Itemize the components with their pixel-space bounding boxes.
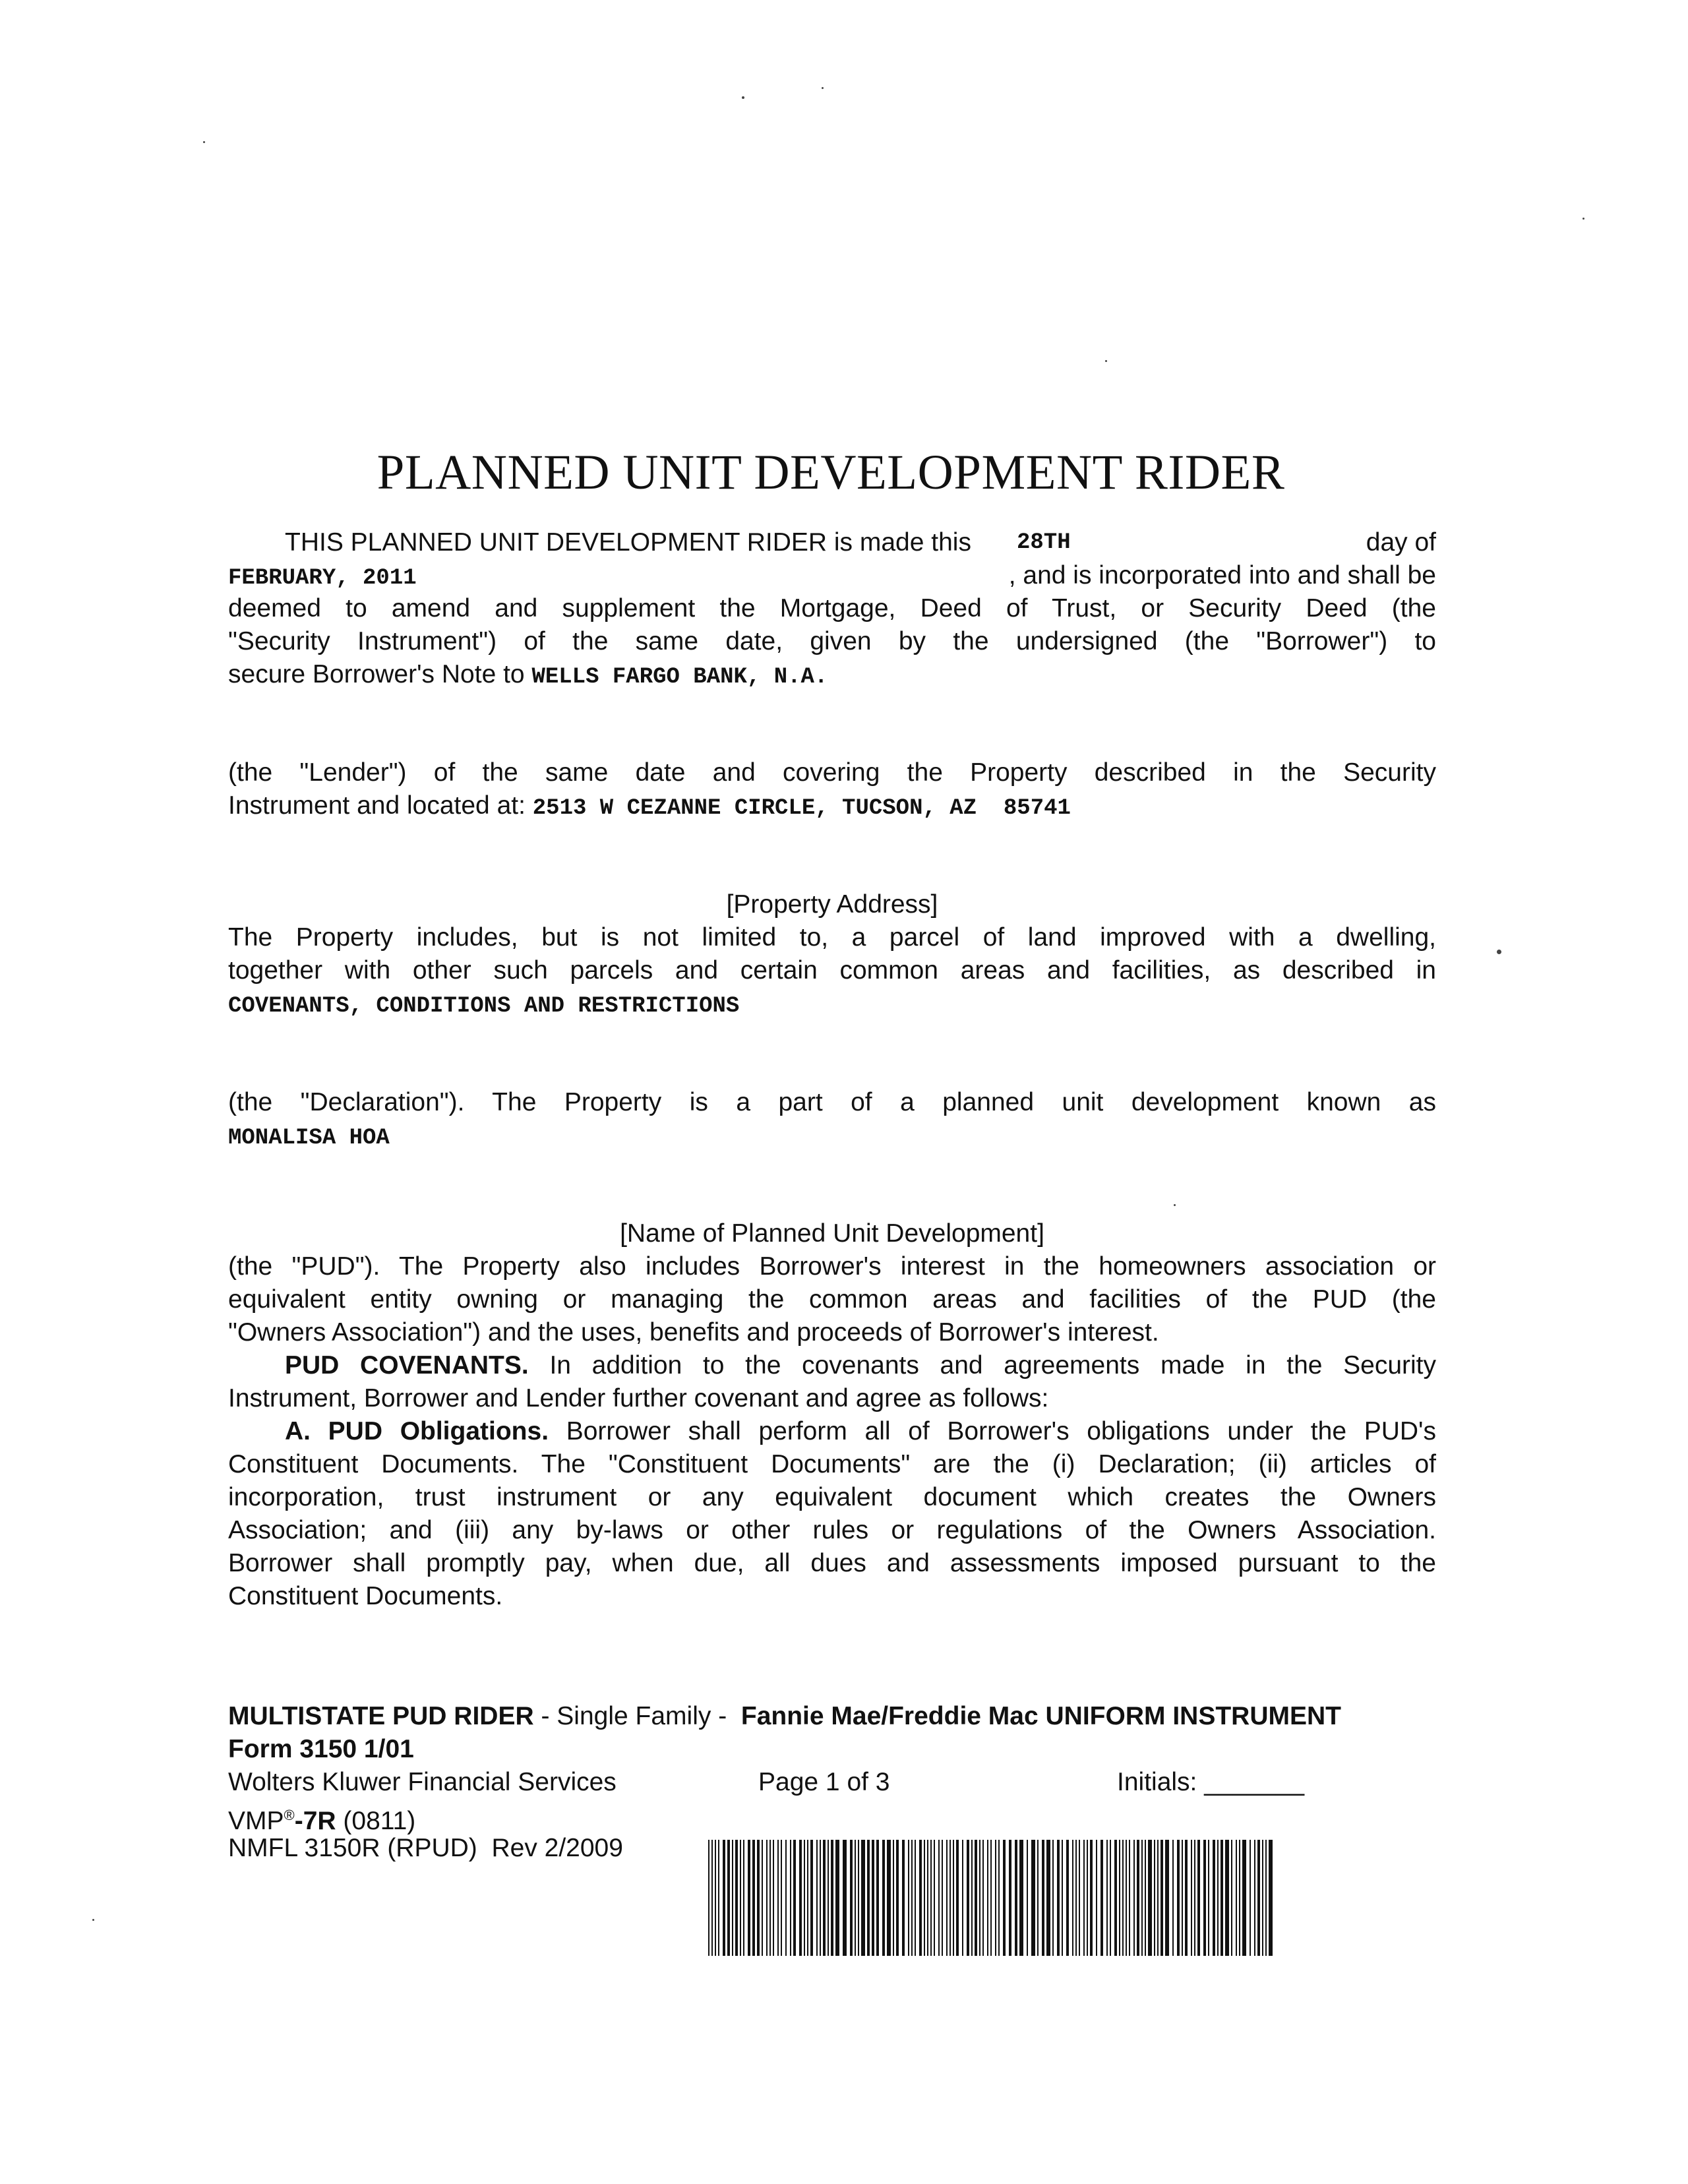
- declaration-line-2: [228, 1119, 1436, 1155]
- footer-single-family: - Single Family -: [533, 1702, 735, 1730]
- barcode-bar: [861, 1840, 865, 1956]
- property-line-3: [228, 987, 1436, 1023]
- barcode-bar: [1119, 1840, 1120, 1956]
- barcode-bar: [762, 1840, 763, 1956]
- barcode-bar: [835, 1840, 839, 1956]
- barcode-bar: [828, 1840, 829, 1956]
- barcode-bar: [1090, 1840, 1093, 1956]
- barcode-bar: [715, 1840, 716, 1956]
- barcode-bar: [793, 1840, 796, 1956]
- barcode-bar: [975, 1840, 977, 1956]
- barcode-bar: [1265, 1840, 1267, 1956]
- secure-note-text: secure Borrower's Note to: [228, 660, 525, 688]
- intro-made-this: THIS PLANNED UNIT DEVELOPMENT RIDER is made this: [285, 528, 971, 557]
- barcode-bar: [1141, 1840, 1143, 1956]
- barcode-bar: [1003, 1840, 1006, 1956]
- scan-speck: [1497, 950, 1501, 954]
- barcode-bar: [748, 1840, 750, 1956]
- registered-mark: ®: [284, 1807, 295, 1823]
- pud-name-caption: [Name of Planned Unit Development]: [620, 1219, 1044, 1248]
- barcode-bar: [858, 1840, 859, 1956]
- barcode-bar: [831, 1840, 833, 1956]
- barcode-bar: [732, 1840, 733, 1956]
- obligations-line-3: incorporation, trust instrument or any equivalent document which creates the Owners: [228, 1483, 1436, 1511]
- barcode-bar: [930, 1840, 932, 1956]
- barcode-bar: [1254, 1840, 1255, 1956]
- barcode-bar: [1177, 1840, 1180, 1956]
- lender-line-2: [228, 789, 1436, 825]
- barcode-bar: [927, 1840, 928, 1956]
- barcode-image: [708, 1840, 1273, 1956]
- barcode-bar: [1225, 1840, 1229, 1956]
- obligations-line-6: Constituent Documents.: [228, 1582, 503, 1610]
- property-address-caption: [Property Address]: [726, 890, 938, 919]
- barcode-bar: [1172, 1840, 1174, 1956]
- barcode-bar: [946, 1840, 948, 1956]
- declaration-line-1: (the "Declaration"). The Property is a part of a planned unit development known as: [228, 1088, 1436, 1116]
- barcode-bar: [987, 1840, 988, 1956]
- pud-line-1: (the "PUD"). The Property also includes Borrower's interest in the homeowners association or: [228, 1252, 1436, 1281]
- scan-speck: [742, 96, 744, 99]
- barcode-bar: [971, 1840, 973, 1956]
- vmp-code: -7R: [294, 1807, 336, 1835]
- intro-line-4: "Security Instrument") of the same date, given by the undersigned (the "Borrower") to: [228, 627, 1436, 655]
- barcode-bar: [773, 1840, 774, 1956]
- incorporated-text: , and is incorporated into and shall be: [1008, 561, 1436, 590]
- barcode-bar: [938, 1840, 940, 1956]
- barcode-bar: [1027, 1840, 1028, 1956]
- barcode-bar: [1062, 1840, 1063, 1956]
- barcode-bar: [1236, 1840, 1237, 1956]
- barcode-bar: [1231, 1840, 1232, 1956]
- footer-nmfl: NMFL 3150R (RPUD) Rev 2/2009: [228, 1834, 623, 1862]
- barcode-bar: [1262, 1840, 1263, 1956]
- barcode-bar: [1160, 1840, 1163, 1956]
- barcode-bar: [1221, 1840, 1223, 1956]
- barcode-bar: [1114, 1840, 1117, 1956]
- barcode-bar: [1019, 1840, 1023, 1956]
- barcode-bar: [1269, 1840, 1273, 1956]
- pud-line-3: "Owners Association") and the uses, benefits and proceeds of Borrower's interest.: [228, 1318, 1159, 1347]
- intro-line-3: deemed to amend and supplement the Mortgage, Deed of Trust, or Security Deed (the: [228, 594, 1436, 622]
- barcode-bar: [816, 1840, 818, 1956]
- barcode-bar: [790, 1840, 791, 1956]
- barcode-bar: [1197, 1840, 1200, 1956]
- barcode-bar: [1137, 1840, 1139, 1956]
- barcode-bar: [810, 1840, 813, 1956]
- day-of-label: day of: [1366, 528, 1436, 557]
- barcode-bar: [1194, 1840, 1195, 1956]
- located-at-text: Instrument and located at:: [228, 791, 526, 820]
- footer-multistate: MULTISTATE PUD RIDER: [228, 1702, 534, 1730]
- barcode-bar: [1239, 1840, 1240, 1956]
- barcode-bar: [1087, 1840, 1088, 1956]
- pud-line-2: equivalent entity owning or managing the common areas and facilities of the PUD (the: [228, 1285, 1436, 1314]
- barcode-bar: [887, 1840, 891, 1956]
- barcode-bar: [723, 1840, 725, 1956]
- barcode-bar: [967, 1840, 969, 1956]
- barcode-bar: [942, 1840, 943, 1956]
- barcode-bar: [804, 1840, 805, 1956]
- property-line-1: The Property includes, but is not limited to, a parcel of land improved with a dwelling,: [228, 923, 1436, 952]
- barcode-bar: [843, 1840, 847, 1956]
- barcode-bar: [876, 1840, 879, 1956]
- barcode-bar: [799, 1840, 802, 1956]
- obligations-text: Borrower shall perform all of Borrower's obligations under the PUD's: [566, 1417, 1436, 1445]
- barcode-bar: [711, 1840, 713, 1956]
- barcode-bar: [735, 1840, 738, 1956]
- barcode-bar: [718, 1840, 719, 1956]
- barcode-bar: [1129, 1840, 1130, 1956]
- barcode-bar: [752, 1840, 755, 1956]
- barcode-bar: [934, 1840, 935, 1956]
- footer-uniform: Fannie Mae/Freddie Mac UNIFORM INSTRUMENT: [740, 1702, 1341, 1730]
- scan-speck: [822, 87, 824, 89]
- initials-label: Initials:: [1117, 1768, 1197, 1796]
- intro-line-1: [228, 526, 1436, 559]
- date-value: FEBRUARY, 2011: [228, 566, 417, 591]
- barcode-bar: [708, 1840, 709, 1956]
- barcode-bar: [979, 1840, 980, 1956]
- intro-line-5: [228, 658, 1436, 694]
- barcode-bar: [1015, 1840, 1017, 1956]
- barcode-bar: [1148, 1840, 1152, 1956]
- barcode-bar: [1208, 1840, 1209, 1956]
- barcode-bar: [893, 1840, 894, 1956]
- barcode-bar: [882, 1840, 885, 1956]
- barcode-bar: [766, 1840, 768, 1956]
- barcode-bar: [1145, 1840, 1146, 1956]
- obligations-line-5: Borrower shall promptly pay, when due, all dues and assessments imposed pursuant to the: [228, 1549, 1436, 1577]
- pud-name-value: MONALISA HOA: [228, 1126, 390, 1151]
- barcode-bar: [911, 1840, 913, 1956]
- barcode-bar: [1042, 1840, 1044, 1956]
- barcode-bar: [777, 1840, 779, 1956]
- barcode-bar: [757, 1840, 760, 1956]
- footer-line-1: [228, 1700, 1341, 1733]
- barcode-bar: [1122, 1840, 1124, 1956]
- barcode-bar: [902, 1840, 905, 1956]
- barcode-bar: [1106, 1840, 1108, 1956]
- covenants-line-1: [228, 1349, 1436, 1382]
- barcode-bar: [953, 1840, 954, 1956]
- barcode-bar: [1009, 1840, 1011, 1956]
- barcode-bar: [769, 1840, 771, 1956]
- barcode-bar: [740, 1840, 741, 1956]
- barcode-bar: [867, 1840, 870, 1956]
- barcode-bar: [919, 1840, 922, 1956]
- barcode-bar: [962, 1840, 963, 1956]
- barcode-bar: [1157, 1840, 1159, 1956]
- barcode-bar: [1083, 1840, 1085, 1956]
- footer-initials: [1117, 1766, 1304, 1799]
- barcode-bar: [823, 1840, 826, 1956]
- footer-publisher: Wolters Kluwer Financial Services: [228, 1768, 617, 1796]
- barcode-bar: [872, 1840, 874, 1956]
- scan-speck: [1174, 1204, 1176, 1206]
- barcode-bar: [1154, 1840, 1155, 1956]
- barcode-bar: [1250, 1840, 1251, 1956]
- barcode-bar: [908, 1840, 909, 1956]
- barcode-bar: [1133, 1840, 1135, 1956]
- barcode-bar: [998, 1840, 1000, 1956]
- barcode-bar: [990, 1840, 992, 1956]
- barcode-bar: [1075, 1840, 1077, 1956]
- barcode-bar: [1096, 1840, 1097, 1956]
- obligations-line-2: Constituent Documents. The "Constituent Documents" are the (i) Declaration; (ii) articles of: [228, 1450, 1436, 1478]
- barcode-bar: [1037, 1840, 1039, 1956]
- barcode-bar: [1100, 1840, 1103, 1956]
- barcode-bar: [950, 1840, 951, 1956]
- footer-form: [228, 1733, 414, 1766]
- lender-line-1: (the "Lender") of the same date and covering the Property described in the Security: [228, 758, 1436, 787]
- barcode-bar: [1126, 1840, 1127, 1956]
- barcode-bar: [1257, 1840, 1260, 1956]
- barcode-bar: [1217, 1840, 1219, 1956]
- footer-page-number: Page 1 of 3: [758, 1768, 890, 1796]
- obligations-line-1: [228, 1415, 1436, 1448]
- barcode-bar: [1079, 1840, 1080, 1956]
- barcode-bar: [781, 1840, 782, 1956]
- barcode-bar: [850, 1840, 853, 1956]
- barcode-bar: [896, 1840, 899, 1956]
- covenants-text: In addition to the covenants and agreements made in the Security: [549, 1351, 1437, 1380]
- day-value: 28TH: [1017, 530, 1071, 555]
- intro-line-2: [228, 559, 1436, 595]
- obligations-line-4: Association; and (iii) any by-laws or other rules or regulations of the Owners Association.: [228, 1516, 1436, 1544]
- barcode-bar: [1165, 1840, 1169, 1956]
- covenants-heading: PUD COVENANTS.: [285, 1351, 529, 1380]
- vmp-prefix: VMP: [228, 1807, 284, 1835]
- footer-form-number: Form 3150 1/01: [228, 1735, 414, 1763]
- scan-speck: [92, 1919, 94, 1921]
- scan-speck: [1105, 360, 1107, 362]
- lender-name-value: WELLS FARGO BANK, N.A.: [531, 665, 828, 690]
- barcode-bar: [1203, 1840, 1206, 1956]
- barcode-bar: [924, 1840, 925, 1956]
- barcode-bar: [1110, 1840, 1111, 1956]
- scan-speck: [203, 141, 205, 143]
- barcode-bar: [1185, 1840, 1188, 1956]
- barcode-bar: [1242, 1840, 1246, 1956]
- barcode-bar: [1046, 1840, 1050, 1956]
- barcode-bar: [855, 1840, 856, 1956]
- property-line-2: together with other such parcels and certain common areas and facilities, as described in: [228, 956, 1436, 985]
- scan-speck: [1582, 218, 1584, 220]
- barcode-bar: [982, 1840, 984, 1956]
- barcode-bar: [1191, 1840, 1192, 1956]
- barcode-bar: [785, 1840, 787, 1956]
- declaration-value: COVENANTS, CONDITIONS AND RESTRICTIONS: [228, 994, 740, 1019]
- vmp-rev: (0811): [336, 1807, 416, 1835]
- barcode-bar: [1031, 1840, 1035, 1956]
- barcode-bar: [820, 1840, 821, 1956]
- barcode-bar: [995, 1840, 996, 1956]
- initials-blank[interactable]: _______: [1204, 1768, 1305, 1796]
- barcode-bar: [1182, 1840, 1183, 1956]
- obligations-heading: A. PUD Obligations.: [285, 1417, 549, 1445]
- barcode-bar: [727, 1840, 730, 1956]
- barcode-bar: [807, 1840, 808, 1956]
- barcode-bar: [1072, 1840, 1073, 1956]
- barcode-bar: [743, 1840, 744, 1956]
- property-address-value: 2513 W CEZANNE CIRCLE, TUCSON, AZ 85741: [532, 796, 1071, 821]
- barcode-bar: [1057, 1840, 1060, 1956]
- barcode-bar: [1066, 1840, 1069, 1956]
- covenants-line-2: Instrument, Borrower and Lender further covenant and agree as follows:: [228, 1384, 1049, 1412]
- barcode-bar: [915, 1840, 916, 1956]
- barcode-bar: [956, 1840, 959, 1956]
- document-title: PLANNED UNIT DEVELOPMENT RIDER: [377, 445, 1285, 500]
- barcode-bar: [1213, 1840, 1215, 1956]
- barcode-bar: [1052, 1840, 1054, 1956]
